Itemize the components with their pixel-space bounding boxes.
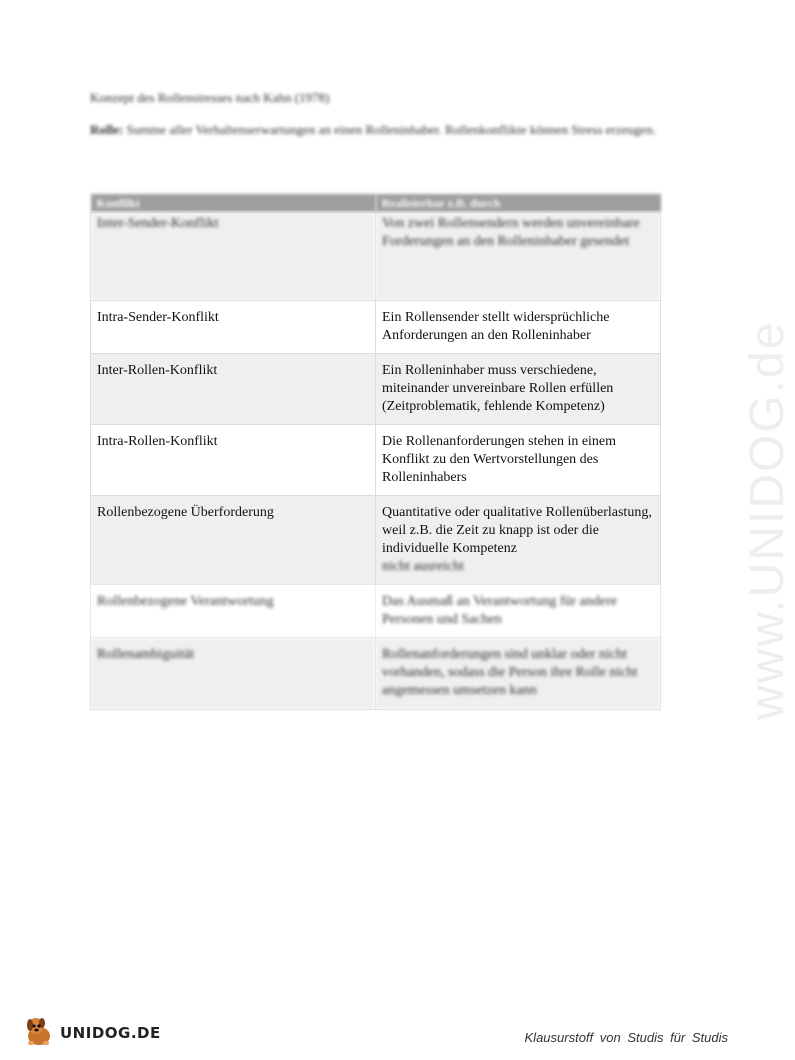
description-text-blurred: nicht ausreicht — [382, 559, 465, 574]
conflict-cell: Rollenbezogene Verantwortung — [91, 585, 376, 638]
table-row — [91, 638, 661, 710]
brand-name: UNIDOG.DE — [60, 1024, 161, 1042]
description-cell: Ein Rollensender stellt widersprüchliche Anforderungen an den Rolleninhaber — [376, 301, 661, 354]
table-row — [91, 301, 661, 354]
description-cell: Ein Rolleninhaber muss verschiedene, miteinander unvereinbare Rollen erfüllen (Zeitproblematik, fehlende Kompetenz) — [376, 354, 661, 425]
header-realisation: Realisierbar z.B. durch — [376, 194, 661, 213]
intro-text: Summe aller Verhaltenserwartungen an einen Rolleninhaber. Rollenkonflikte können Stress erzeugen. — [126, 122, 656, 137]
description-cell: Die Rollenanforderungen stehen in einem Konflikt zu den Wertvorstellungen des Rolleninhabers — [376, 425, 661, 496]
description-cell: Das Ausmaß an Verantwortung für andere Personen und Sachen — [376, 585, 661, 638]
table-row — [91, 354, 661, 425]
conflict-cell: Intra-Sender-Konflikt — [91, 301, 376, 354]
description-cell: Von zwei Rollensendern werden unvereinbare Forderungen an den Rolleninhaber gesendet — [376, 213, 661, 301]
table-row — [91, 585, 661, 638]
conflict-cell: Rollenambiguität — [91, 638, 376, 710]
table-row — [91, 425, 661, 496]
table-row — [91, 213, 661, 301]
intro-term: Rolle: — [90, 122, 124, 137]
footer-tagline: Klausurstoff von Studis für Studis — [524, 1030, 728, 1045]
conflict-cell: Inter-Sender-Konflikt — [91, 213, 376, 301]
description-text: Quantitative oder qualitative Rollenüberlastung, weil z.B. die Zeit zu knapp ist oder die individuelle Kompetenz — [382, 505, 652, 556]
table-row — [91, 496, 661, 585]
conflict-cell: Rollenbezogene Überforderung — [91, 496, 376, 585]
conflict-table — [90, 194, 661, 710]
footer-logo[interactable] — [22, 1014, 161, 1052]
conflict-cell: Intra-Rollen-Konflikt — [91, 425, 376, 496]
watermark: www.UNIDOG.de — [741, 320, 794, 720]
intro-paragraph — [90, 116, 670, 143]
document-heading: Konzept des Rollenstresses nach Kahn (1978) — [90, 90, 330, 105]
dog-mascot-icon — [22, 1014, 56, 1053]
description-cell — [376, 496, 661, 585]
table-header-row — [91, 194, 661, 213]
conflict-cell: Inter-Rollen-Konflikt — [91, 354, 376, 425]
description-cell: Rollenanforderungen sind unklar oder nicht vorhanden, sodass die Person ihre Rolle nicht angemessen umsetzen kann — [376, 638, 661, 710]
header-conflict: Konflikt — [91, 194, 376, 213]
